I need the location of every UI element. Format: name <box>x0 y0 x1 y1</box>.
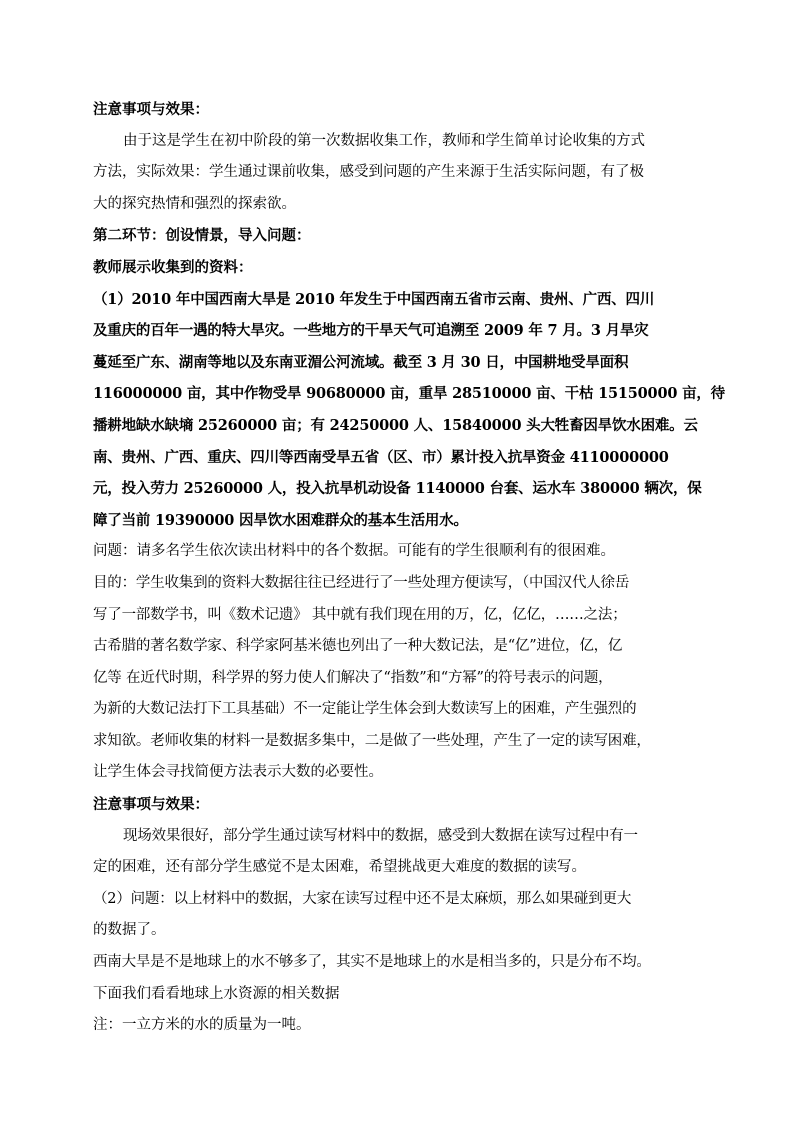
section-heading-step-two: 第二环节：创设情景，导入问题： <box>93 227 311 245</box>
section-heading-materials: 教师展示收集到的资料： <box>93 258 253 276</box>
document-page <box>93 94 725 1042</box>
paragraph-line: 求知欲。老师收集的材料一是数据多集中，二是做了一些处理，产生了一定的读写困难， <box>93 732 651 749</box>
paragraph-line: 由于这是学生在初中阶段的第一次数据收集工作，教师和学生简单讨论收集的方式 <box>123 132 645 149</box>
paragraph-line: 西南大旱是不是地球上的水不够多了，其实不是地球上的水是相当多的，只是分布不均。 <box>93 954 651 971</box>
question-line: 问题：请多名学生依次读出材料中的各个数据。可能有的学生很顺利有的很困难。 <box>93 543 615 560</box>
purpose-line: 目的：学生收集到的资料大数据往往已经进行了一些处理方便读写，（中国汉代人徐岳 <box>93 574 630 591</box>
paragraph-line: 大的探究热情和强烈的探索欲。 <box>93 195 296 212</box>
paragraph-line: 的数据了。 <box>93 922 166 939</box>
material-line: 障了当前 19390000 因旱饮水困难群众的基本生活用水。 <box>93 511 468 529</box>
paragraph-line: 古希腊的著名数学家、科学家阿基米德也列出了一种大数记法，是“亿”进位，亿，亿 <box>93 638 623 655</box>
paragraph-line: 定的困难，还有部分学生感觉不是太困难，希望挑战更大难度的数据的读写。 <box>93 859 586 876</box>
paragraph-line: 下面我们看看地球上水资源的相关数据 <box>93 985 340 1002</box>
material-line: 116000000 亩，其中作物受旱 90680000 亩，重旱 28510000 亩、干枯 15150000 亩，待 <box>93 385 725 403</box>
material-line: 南、贵州、广西、重庆、四川等西南受旱五省（区、市）累计投入抗旱资金 4110000000 <box>93 448 669 466</box>
paragraph-line: 亿等 在近代时期，科学界的努力使人们解决了“指数”和“方幂”的符号表示的问题， <box>93 669 613 686</box>
paragraph-line: 方法，实际效果：学生通过课前收集，感受到问题的产生来源于生活实际问题，有了极 <box>93 164 644 181</box>
paragraph-line: 现场效果很好，部分学生通过读写材料中的数据，感受到大数据在读写过程中有一 <box>123 827 638 844</box>
section-heading-notes-2: 注意事项与效果： <box>93 796 209 814</box>
section-heading-notes: 注意事项与效果： <box>93 101 209 118</box>
material-line: 元，投入劳力 25260000 人，投入抗旱机动设备 1140000 台套、运水车 380000 辆次，保 <box>93 480 702 498</box>
note-line: 注：一立方米的水的质量为一吨。 <box>93 1017 311 1034</box>
material-line: 蔓延至广东、湖南等地以及东南亚湄公河流域。截至 3 月 30 日，中国耕地受旱面积 <box>93 353 629 371</box>
material-line: 播耕地缺水缺墒 25260000 亩；有 24250000 人、15840000 头大牲畜因旱饮水困难。云 <box>93 416 698 434</box>
material-line: （1）2010 年中国西南大旱是 2010 年发生于中国西南五省市云南、贵州、广西、四川 <box>93 290 655 308</box>
paragraph-line: 让学生体会寻找简便方法表示大数的必要性。 <box>93 764 383 781</box>
paragraph-line: 写了一部数学书，叫《数术记遗》 其中就有我们现在用的万，亿，亿亿，……之法； <box>93 606 627 623</box>
material-line: 及重庆的百年一遇的特大旱灾。一些地方的干旱天气可追溯至 2009 年 7 月。3 月旱灾 <box>93 322 649 340</box>
paragraph-line: 为新的大数记法打下工具基础）不一定能让学生体会到大数读写上的困难，产生强烈的 <box>93 701 637 718</box>
question-line: （2）问题：以上材料中的数据，大家在读写过程中还不是太麻烦，那么如果碰到更大 <box>93 890 632 907</box>
